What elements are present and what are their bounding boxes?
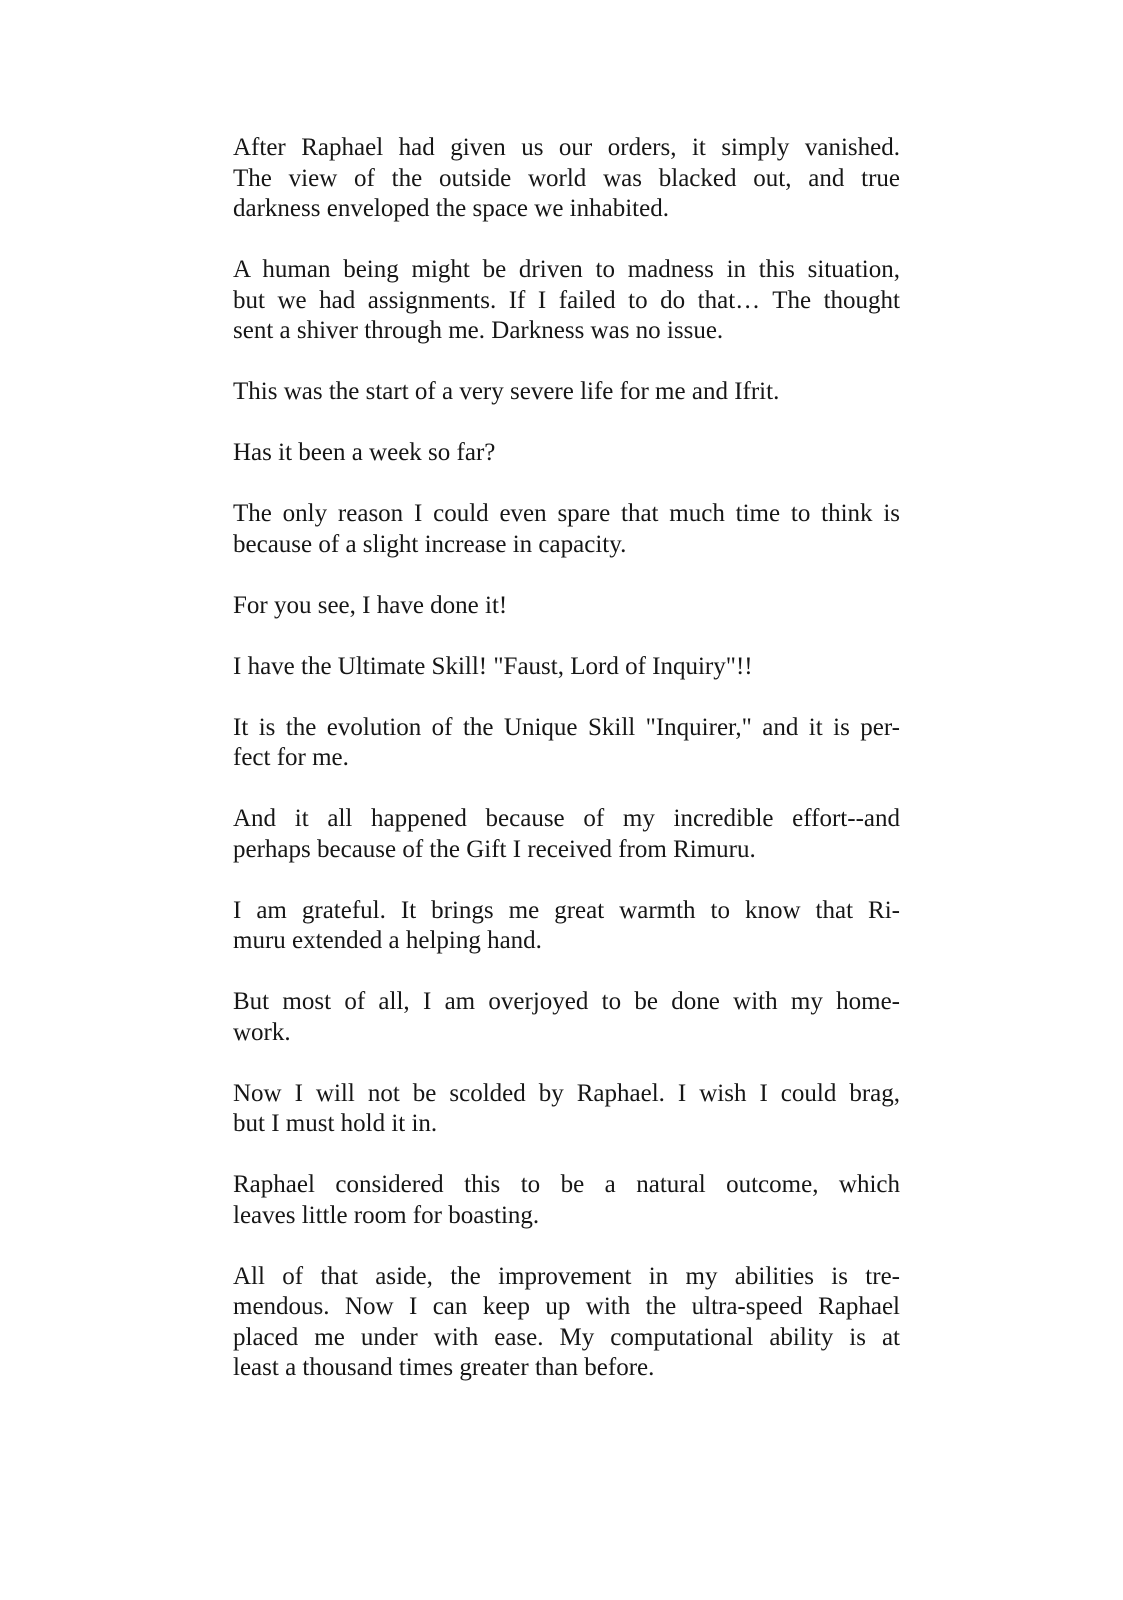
text-line: I have the Ultimate Skill! "Faust, Lord of Inquiry"!! (233, 652, 753, 680)
text-line: because of a slight increase in capacity. (233, 530, 627, 558)
text-line: work. (233, 1018, 291, 1046)
text-line: sent a shiver through me. Darkness was no issue. (233, 317, 724, 344)
paragraph (233, 499, 900, 560)
paragraph (233, 896, 900, 957)
paragraph (233, 1079, 900, 1140)
paragraph (233, 987, 900, 1048)
text-line: A human being might be driven to madness in this situation, (233, 256, 900, 283)
text-line: I am grateful. It brings me great warmth to know that Ri- (233, 896, 900, 924)
text-block (233, 133, 900, 1384)
text-line: perhaps because of the Gift I received from Rimuru. (233, 835, 756, 863)
text-line: All of that aside, the improvement in my abilities is tre- (233, 1262, 900, 1290)
text-line: muru extended a helping hand. (233, 927, 542, 954)
text-line: leaves little room for boasting. (233, 1201, 540, 1229)
text-line: This was the start of a very severe life for me and Ifrit. (233, 378, 780, 405)
text-line: Raphael considered this to be a natural outcome, which (233, 1171, 900, 1198)
text-line: darkness enveloped the space we inhabited. (233, 195, 669, 222)
paragraph (233, 652, 900, 683)
text-line: Now I will not be scolded by Raphael. I wish I could brag, (233, 1079, 900, 1107)
paragraph (233, 713, 900, 774)
paragraph (233, 377, 900, 408)
text-line: but we had assignments. If I failed to do that… The thought (233, 286, 900, 314)
text-line: The only reason I could even spare that much time to think is (233, 500, 900, 527)
text-line: It is the evolution of the Unique Skill "Inquirer," and it is per- (233, 713, 900, 741)
text-line: mendous. Now I can keep up with the ultra-speed Raphael (233, 1293, 900, 1320)
text-line: placed me under with ease. My computational ability is at (233, 1323, 900, 1351)
paragraph (233, 133, 900, 225)
paragraph (233, 1262, 900, 1384)
text-line: And it all happened because of my incredible effort--and (233, 805, 900, 832)
text-line: For you see, I have done it! (233, 591, 508, 619)
text-line: Has it been a week so far? (233, 439, 496, 466)
text-line: fect for me. (233, 744, 349, 771)
paragraph (233, 438, 900, 469)
text-line: The view of the outside world was blacked out, and true (233, 164, 900, 192)
paragraph (233, 1170, 900, 1231)
text-line: least a thousand times greater than before. (233, 1354, 655, 1381)
paragraph (233, 591, 900, 622)
text-line: but I must hold it in. (233, 1110, 438, 1137)
text-line: But most of all, I am overjoyed to be done with my home- (233, 988, 900, 1015)
paragraph (233, 255, 900, 347)
paragraph (233, 804, 900, 865)
text-line: After Raphael had given us our orders, it simply vanished. (233, 134, 900, 161)
